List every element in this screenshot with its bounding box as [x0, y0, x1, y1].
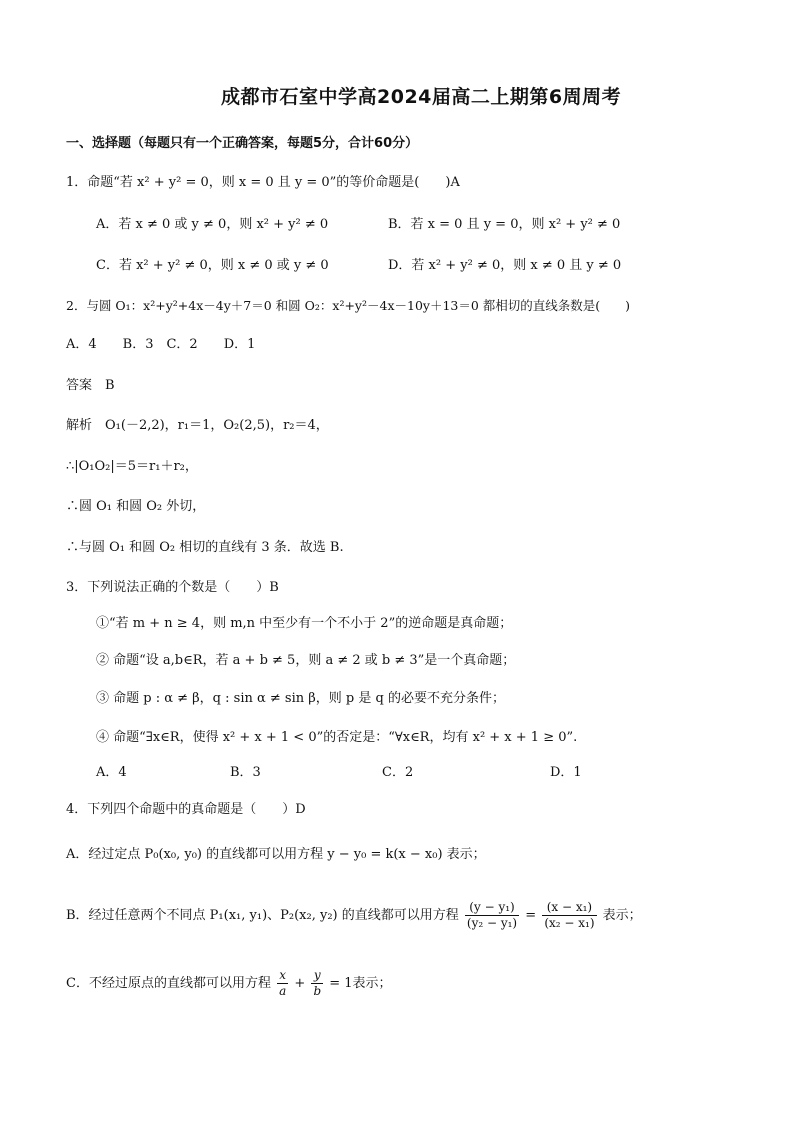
fraction-x-numerator: (x − x₁)	[542, 900, 596, 916]
question-4-option-c	[66, 966, 392, 1002]
question-1-option-b: B．若 x = 0 且 y = 0，则 x² + y² ≠ 0	[388, 217, 621, 232]
question-4-option-a: A．经过定点 P₀(x₀, y₀) 的直线都可以用方程 y − y₀ = k(x − x₀) 表示；	[66, 847, 486, 862]
question-4-stem: 4．下列四个命题中的真命题是（ ）D	[66, 802, 306, 817]
question-2-step-2: ∴圆 O₁ 和圆 O₂ 外切，	[66, 499, 206, 514]
question-3-option-a: A．4	[96, 765, 127, 780]
question-4-option-b-suffix: 表示；	[602, 908, 642, 923]
question-4-option-b-text: B．经过任意两个不同点 P₁(x₁, y₁)、P₂(x₂, y₂) 的直线都可以用方程	[66, 908, 459, 923]
fraction-y-numerator: (y − y₁)	[465, 900, 519, 916]
fraction-y-over-b-numerator: y	[311, 968, 323, 984]
question-4-option-c-suffix: = 1表示；	[329, 976, 392, 991]
question-4-option-b	[66, 898, 642, 934]
question-3-option-b: B．3	[230, 765, 261, 780]
question-4-option-c-text: C．不经过原点的直线都可以用方程	[66, 976, 271, 991]
question-1-option-c: C．若 x² + y² ≠ 0，则 x ≠ 0 或 y ≠ 0	[96, 258, 329, 273]
question-3-statement-1: ①“若 m + n ≥ 4，则 m,n 中至少有一个不小于 2”的逆命题是真命题；	[96, 616, 513, 631]
question-2-step-1: ∴|O₁O₂|＝5＝r₁＋r₂，	[66, 459, 198, 474]
fraction-x-over-a	[277, 968, 288, 999]
fraction-y-over-b-denominator: b	[313, 984, 322, 998]
question-3-statement-3: ③ 命题 p : α ≠ β，q : sin α ≠ sin β，则 p 是 q 的必要不充分条件；	[96, 691, 505, 706]
equals-sign: =	[525, 908, 537, 923]
page-title: 成都市石室中学高2024届高二上期第6周周考	[221, 86, 622, 108]
question-3-statement-4: ④ 命题“∃x∈R，使得 x² + x + 1 < 0”的否定是：“∀x∈R，均有 x² + x + 1 ≥ 0”.	[96, 730, 578, 745]
section-heading: 一、选择题（每题只有一个正确答案，每题5分，合计60分）	[66, 136, 419, 151]
question-2-step-3: ∴与圆 O₁ 和圆 O₂ 相切的直线有 3 条．故选 B.	[66, 540, 344, 555]
question-2-answer: 答案 B	[66, 378, 115, 393]
fraction-x-over-a-numerator: x	[277, 968, 288, 984]
question-3-option-c: C．2	[382, 765, 414, 780]
question-3-statement-2: ② 命题“设 a,b∈R，若 a + b ≠ 5，则 a ≠ 2 或 b ≠ 3”是一个真命题；	[96, 653, 516, 668]
question-2-stem: 2．与圆 O₁：x²+y²+4x－4y＋7＝0 和圆 O₂：x²+y²－4x－10y＋13＝0 都相切的直线条数是( )	[66, 298, 631, 313]
plus-sign: +	[294, 976, 306, 991]
question-1-option-d: D．若 x² + y² ≠ 0，则 x ≠ 0 且 y ≠ 0	[388, 258, 622, 273]
question-1-option-a: A．若 x ≠ 0 或 y ≠ 0，则 x² + y² ≠ 0	[96, 217, 329, 232]
question-3-option-d: D．1	[550, 765, 582, 780]
question-3-stem: 3．下列说法正确的个数是（ ）B	[66, 580, 279, 595]
question-2-analysis: 解析 O₁(－2,2)，r₁＝1，O₂(2,5)，r₂＝4，	[66, 418, 329, 433]
fraction-y-over-b	[311, 968, 323, 999]
fraction-y	[465, 900, 519, 931]
question-1-stem: 1．命题“若 x² + y² = 0，则 x = 0 且 y = 0”的等价命题是( )A	[66, 175, 460, 190]
fraction-x	[542, 900, 596, 931]
fraction-x-denominator: (x₂ − x₁)	[544, 916, 595, 930]
fraction-x-over-a-denominator: a	[279, 984, 287, 998]
fraction-y-denominator: (y₂ − y₁)	[466, 916, 518, 930]
question-2-options: A．4 B．3 C．2 D．1	[66, 337, 256, 352]
